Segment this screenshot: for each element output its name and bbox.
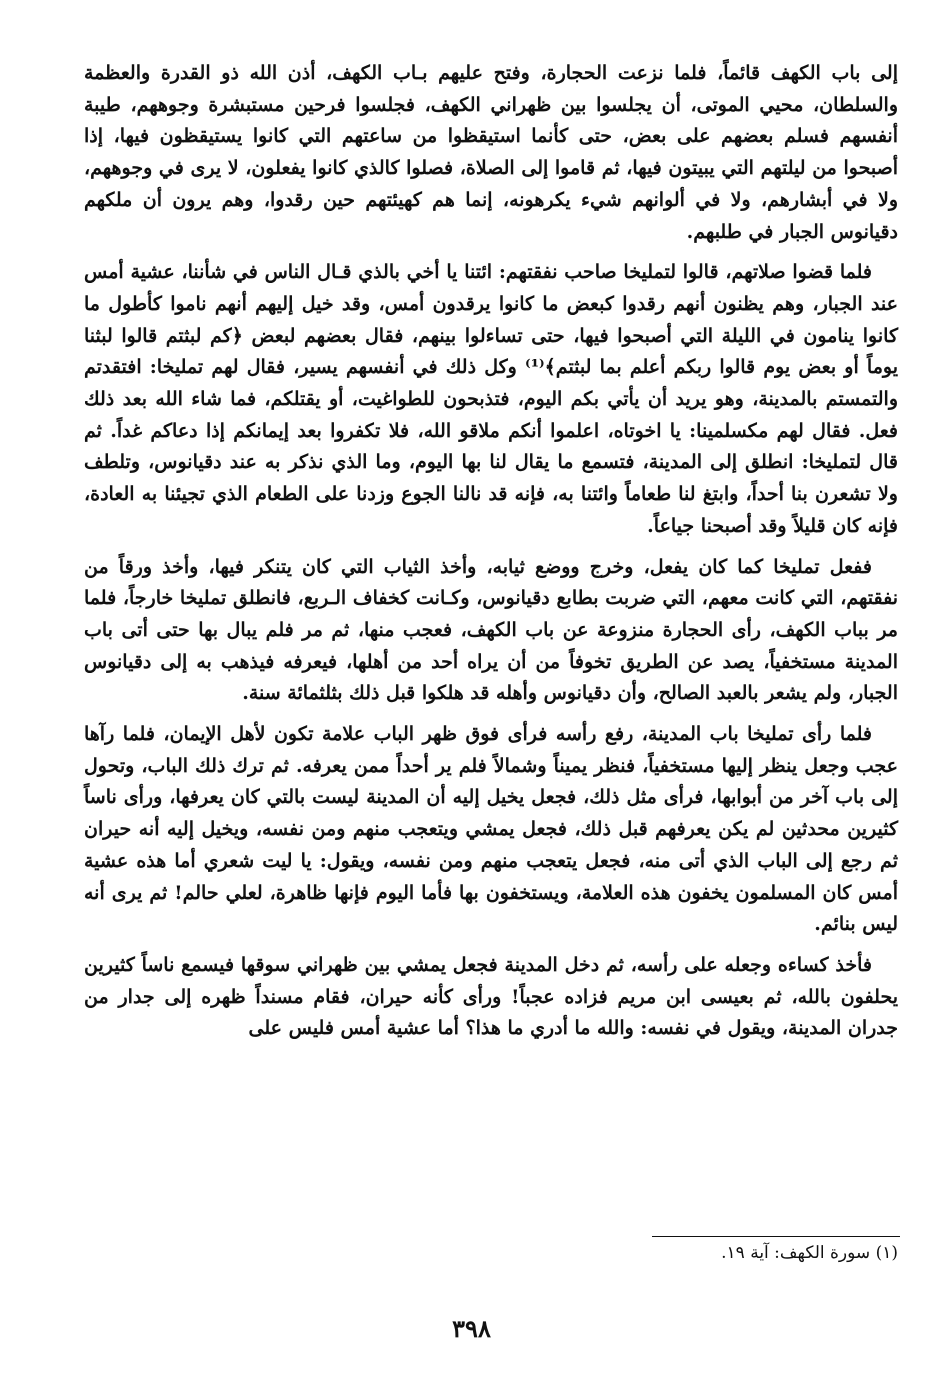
paragraph-3: ففعل تمليخا كما كان يفعل، وخرج ووضع ثيابه، وأخذ الثياب التي كان يتنكر فيها، وأخذ ورقاً من نفقتهم، التي كانت معهم، التي ضربت بطابع دقيانوس، وكـانت كخفاف الـربع، فانطلق تمليخا خارجاً، فلما مر بباب الكهف، رأى الحجارة منزوعة عن باب الكهف، فعجب منها، ثم مر فلم يبال بها حتى أتى باب المدينة مستخفياً، يصد عن الطريق تخوفاً من أن يراه أحد من أهلها، فيعرفه فيذهب به إلى دقيانوس الجبار، ولم يشعر بالعبد الصالح، وأن دقيانوس وأهله قد هلكوا قبل ذلك بثلثمائة سنة. xyxy=(84,555,898,705)
footnote: (١) سورة الكهف: آية ١٩. xyxy=(721,1243,898,1263)
paragraph-1: إلى باب الكهف قائماً، فلما نزعت الحجارة، وفتح عليهم بـاب الكهف، أذن الله ذو القدرة والعظمة والسلطان، محيي الموتى، أن يجلسوا بين ظهراني الكهف، فجلسوا فرحين مستبشرة وجوههم، طيبة أنفسهم فسلم بعضهم على بعض، حتى كأنما استيقظوا من ساعتهم التي كانوا يستيقظون فيها، إذا أصبحوا من ليلتهم التي يبيتون فيها، ثم قاموا إلى الصلاة، فصلوا كالذي كانوا يفعلون، لا يرى في وجوههم، ولا في أبشارهم، ولا في ألوانهم شيء يكرهونه، إنما هم كهيئتهم حين رقدوا، وهم يرون أن ملكهم دقيانوس الجبار في طلبهم. xyxy=(84,62,898,243)
paragraph-2: فلما قضوا صلاتهم، قالوا لتمليخا صاحب نفقتهم: ائتنا يا أخي بالذي قـال الناس في شأننا، عشية أمس عند الجبار، وهم يظنون أنهم رقدوا كبعض ما كانوا يرقدون أمس، وقد خيل إليهم أنهم ناموا كأطول ما كانوا ينامون في الليلة التي أصبحوا فيها، حتى تساءلوا بينهم، فقال بعضهم لبعض ﴿كم لبثتم قالوا لبثنا يوماً أو بعض يوم قالوا ربكم أعلم بما لبثتم﴾⁽¹⁾ وكل ذلك في أنفسهم يسير، فقال لهم تمليخا: افتقدتم والتمستم بالمدينة، وهو يريد أن يأتي بكم اليوم، فتذبحون للطواغيت، أو يقتلكم، فما شاء الله بعد ذلك فعل. فقال لهم مكسلمينا: يا اخوتاه، اعلموا أنكم ملاقو الله، فلا تكفروا بعد إيمانكم إذا دعاكم غداً. ثم قال لتمليخا: انطلق إلى المدينة، فتسمع ما يقال لنا بها اليوم، وما الذي نذكر به عند دقيانوس، وتلطف ولا تشعرن بنا أحداً، وابتغ لنا طعاماً وائتنا به، فإنه قد نالنا الجوع وزدنا على الطعام الذي تجيئنا به العادة، فإنه كان قليلاً وقد أصبحنا جياعاً. xyxy=(84,261,899,537)
footnote-divider xyxy=(652,1236,900,1237)
page-number: ٣٩٨ xyxy=(452,1314,491,1343)
paragraph-5: فأخذ كساءه وجعله على رأسه، ثم دخل المدينة فجعل يمشي بين ظهراني سوقها فيسمع ناساً كثيرين يحلفون بالله، ثم بعيسى ابن مريم فزاده عجباً! ورأى كأنه حيران، فقام مسنداً ظهره إلى جدار من جدران المدينة، ويقول في نفسه: والله ما أدري ما هذا؟ أما عشية أمس فليس على xyxy=(84,953,898,1040)
page-body xyxy=(84,58,898,1054)
paragraph-4: فلما رأى تمليخا باب المدينة، رفع رأسه فرأى فوق ظهر الباب علامة تكون لأهل الإيمان، فلما رآها عجب وجعل ينظر إليها مستخفياً، فنظر يميناً وشمالاً فلم ير أحداً ممن يعرفه. ثم ترك ذلك الباب، وتحول إلى باب آخر من أبوابها، فرأى مثل ذلك، فجعل يخيل إليه أن المدينة ليست بالتي كان يعرفها، ورأى ناساً كثيرين محدثين لم يكن يعرفهم قبل ذلك، فجعل يمشي ويتعجب منهم ومن نفسه، ويخيل إليه أنه حيران ثم رجع إلى الباب الذي أتى منه، فجعل يتعجب منهم ومن نفسه، ويقول: يا ليت شعري أما هذه عشية أمس كان المسلمون يخفون هذه العلامة، ويستخفون بها فأما اليوم فإنها ظاهرة، لعلي حالم! ثم يرى أنه ليس بنائم. xyxy=(84,723,898,936)
